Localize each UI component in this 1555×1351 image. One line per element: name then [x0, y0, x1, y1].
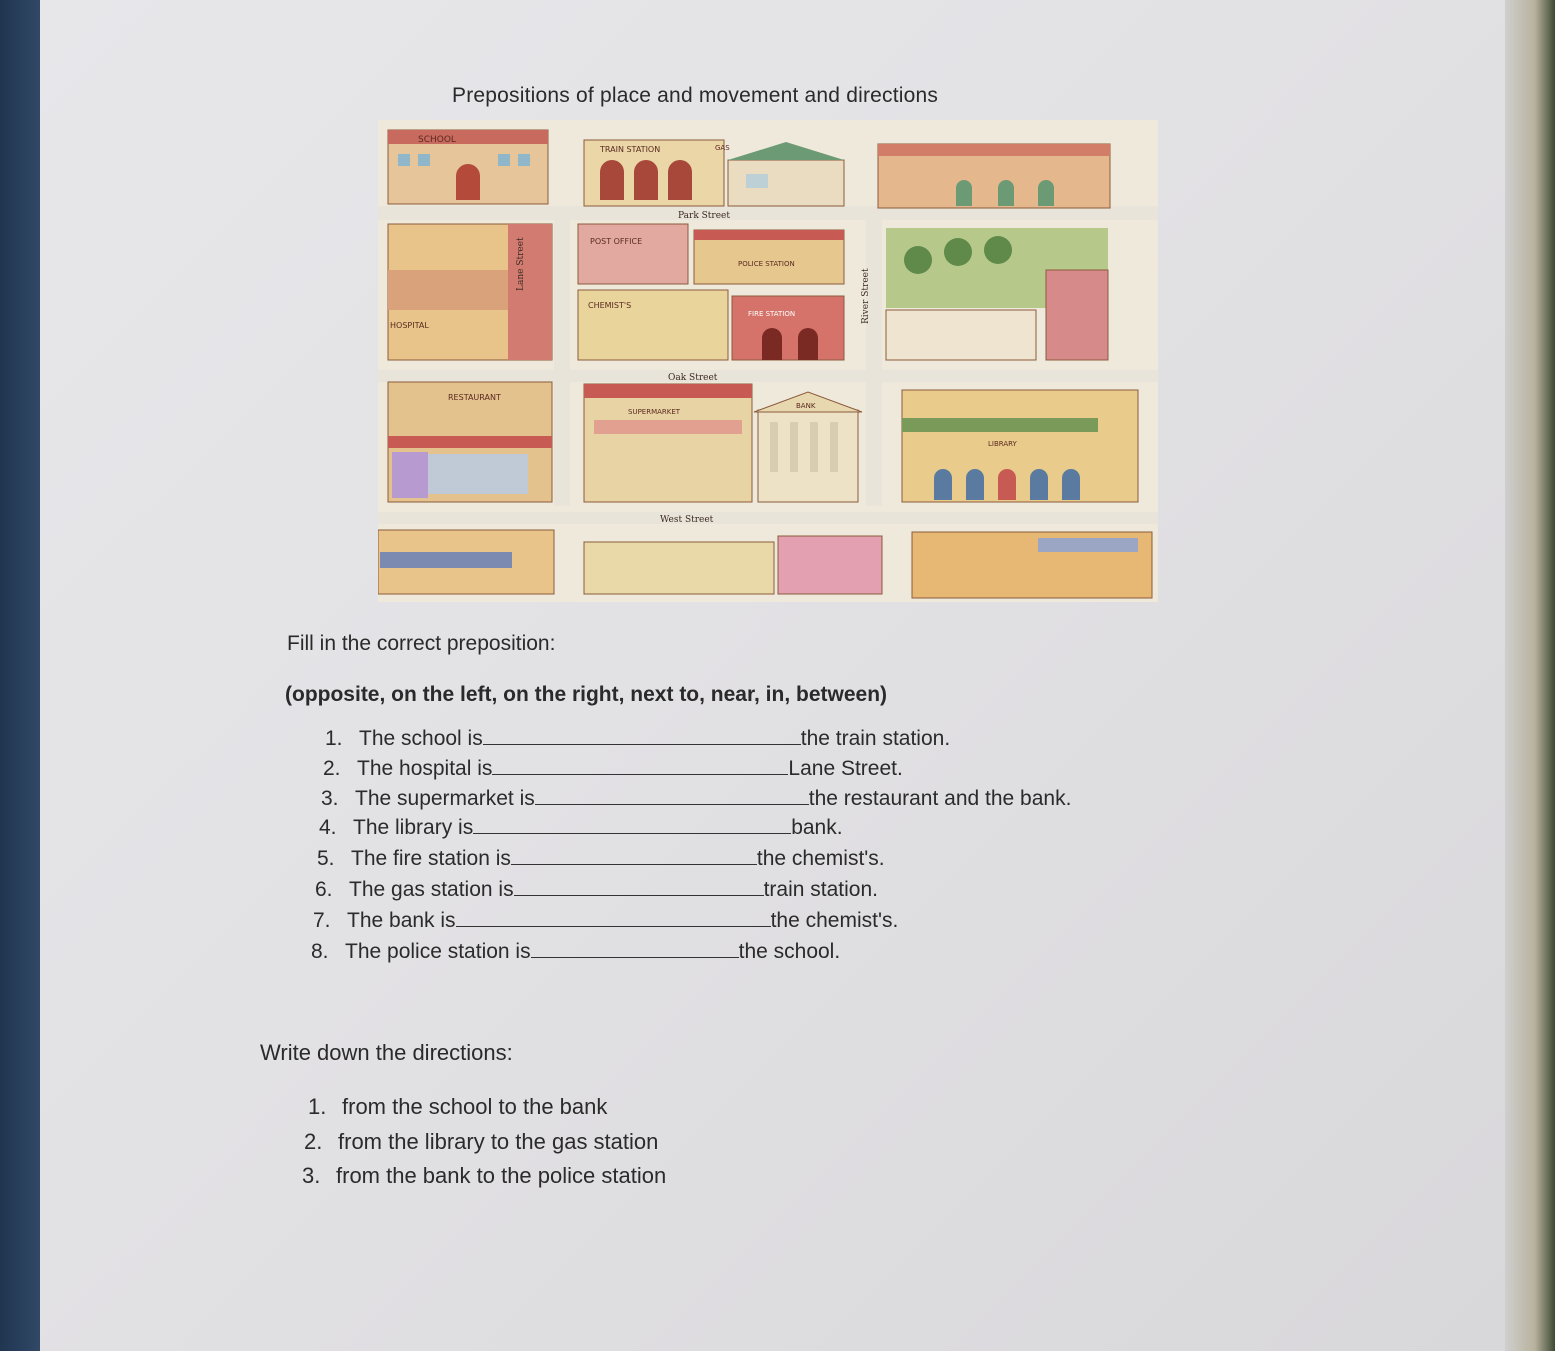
exercise1-item: 1. The school is the train station.	[325, 727, 951, 750]
desk-edge-right	[1505, 0, 1555, 1351]
west-street-label: West Street	[660, 515, 714, 525]
exercise1-item: 4. The library is bank.	[319, 816, 843, 839]
exercise1-item: 6. The gas station is train station.	[315, 878, 878, 901]
park-street-label: Park Street	[678, 211, 730, 221]
post-office-building	[578, 224, 688, 284]
directions-item: 2. from the library to the gas station	[304, 1129, 659, 1154]
chemists-label: CHEMIST'S	[588, 301, 632, 310]
restaurant-label: RESTAURANT	[448, 393, 501, 402]
school-label: SCHOOL	[418, 135, 456, 145]
exercise2-instruction: Write down the directions:	[260, 1040, 513, 1065]
supermarket-building	[584, 384, 752, 502]
bank-label: BANK	[796, 402, 816, 410]
gas-label: GAS	[715, 144, 730, 152]
fire-station-building	[732, 296, 844, 360]
answer-blank[interactable]	[514, 877, 764, 896]
train-station-label: TRAIN STATION	[600, 145, 661, 154]
police-station-building	[694, 230, 844, 284]
answer-blank[interactable]	[492, 756, 788, 775]
worksheet-title: Prepositions of place and movement and directions	[452, 84, 939, 107]
town-map	[378, 120, 1158, 602]
police-station-label: POLICE STATION	[738, 260, 795, 268]
lane-street-label: Lane Street	[516, 237, 526, 291]
answer-blank[interactable]	[535, 786, 809, 805]
fire-station-label: FIRE STATION	[748, 310, 796, 318]
exercise1-item: 5. The fire station is the chemist's.	[317, 847, 885, 870]
exercise1-item: 8. The police station is the school.	[311, 940, 841, 963]
school-building	[388, 130, 548, 204]
answer-blank[interactable]	[511, 846, 757, 865]
exercise1-options: (opposite, on the left, on the right, next to, near, in, between)	[285, 683, 888, 706]
library-label: LIBRARY	[988, 440, 1017, 448]
bank-building	[754, 392, 862, 502]
supermarket-label: SUPERMARKET	[628, 408, 681, 416]
park-area	[886, 228, 1108, 360]
hospital-label: HOSPITAL	[390, 321, 429, 330]
exercise1-item: 2. The hospital is Lane Street.	[323, 757, 903, 780]
hospital-building	[388, 224, 552, 360]
restaurant-building	[388, 382, 552, 502]
answer-blank[interactable]	[531, 939, 739, 958]
train-station-building	[584, 140, 724, 206]
post-office-label: POST OFFICE	[590, 237, 643, 246]
exercise1-instruction: Fill in the correct preposition:	[287, 632, 556, 655]
library-building	[902, 390, 1138, 502]
directions-item: 3. from the bank to the police station	[302, 1163, 667, 1188]
oak-street-label: Oak Street	[668, 373, 718, 383]
exercise1-item: 7. The bank is the chemist's.	[313, 909, 899, 932]
answer-blank[interactable]	[483, 726, 801, 745]
exercise1-item: 3. The supermarket is the restaurant and the bank.	[321, 787, 1072, 810]
row1-right-buildings	[878, 144, 1110, 208]
river-street-label: River Street	[861, 268, 871, 324]
chemists-building	[578, 290, 728, 360]
answer-blank[interactable]	[473, 815, 791, 834]
answer-blank[interactable]	[456, 908, 771, 927]
directions-item: 1. from the school to the bank	[308, 1094, 608, 1119]
